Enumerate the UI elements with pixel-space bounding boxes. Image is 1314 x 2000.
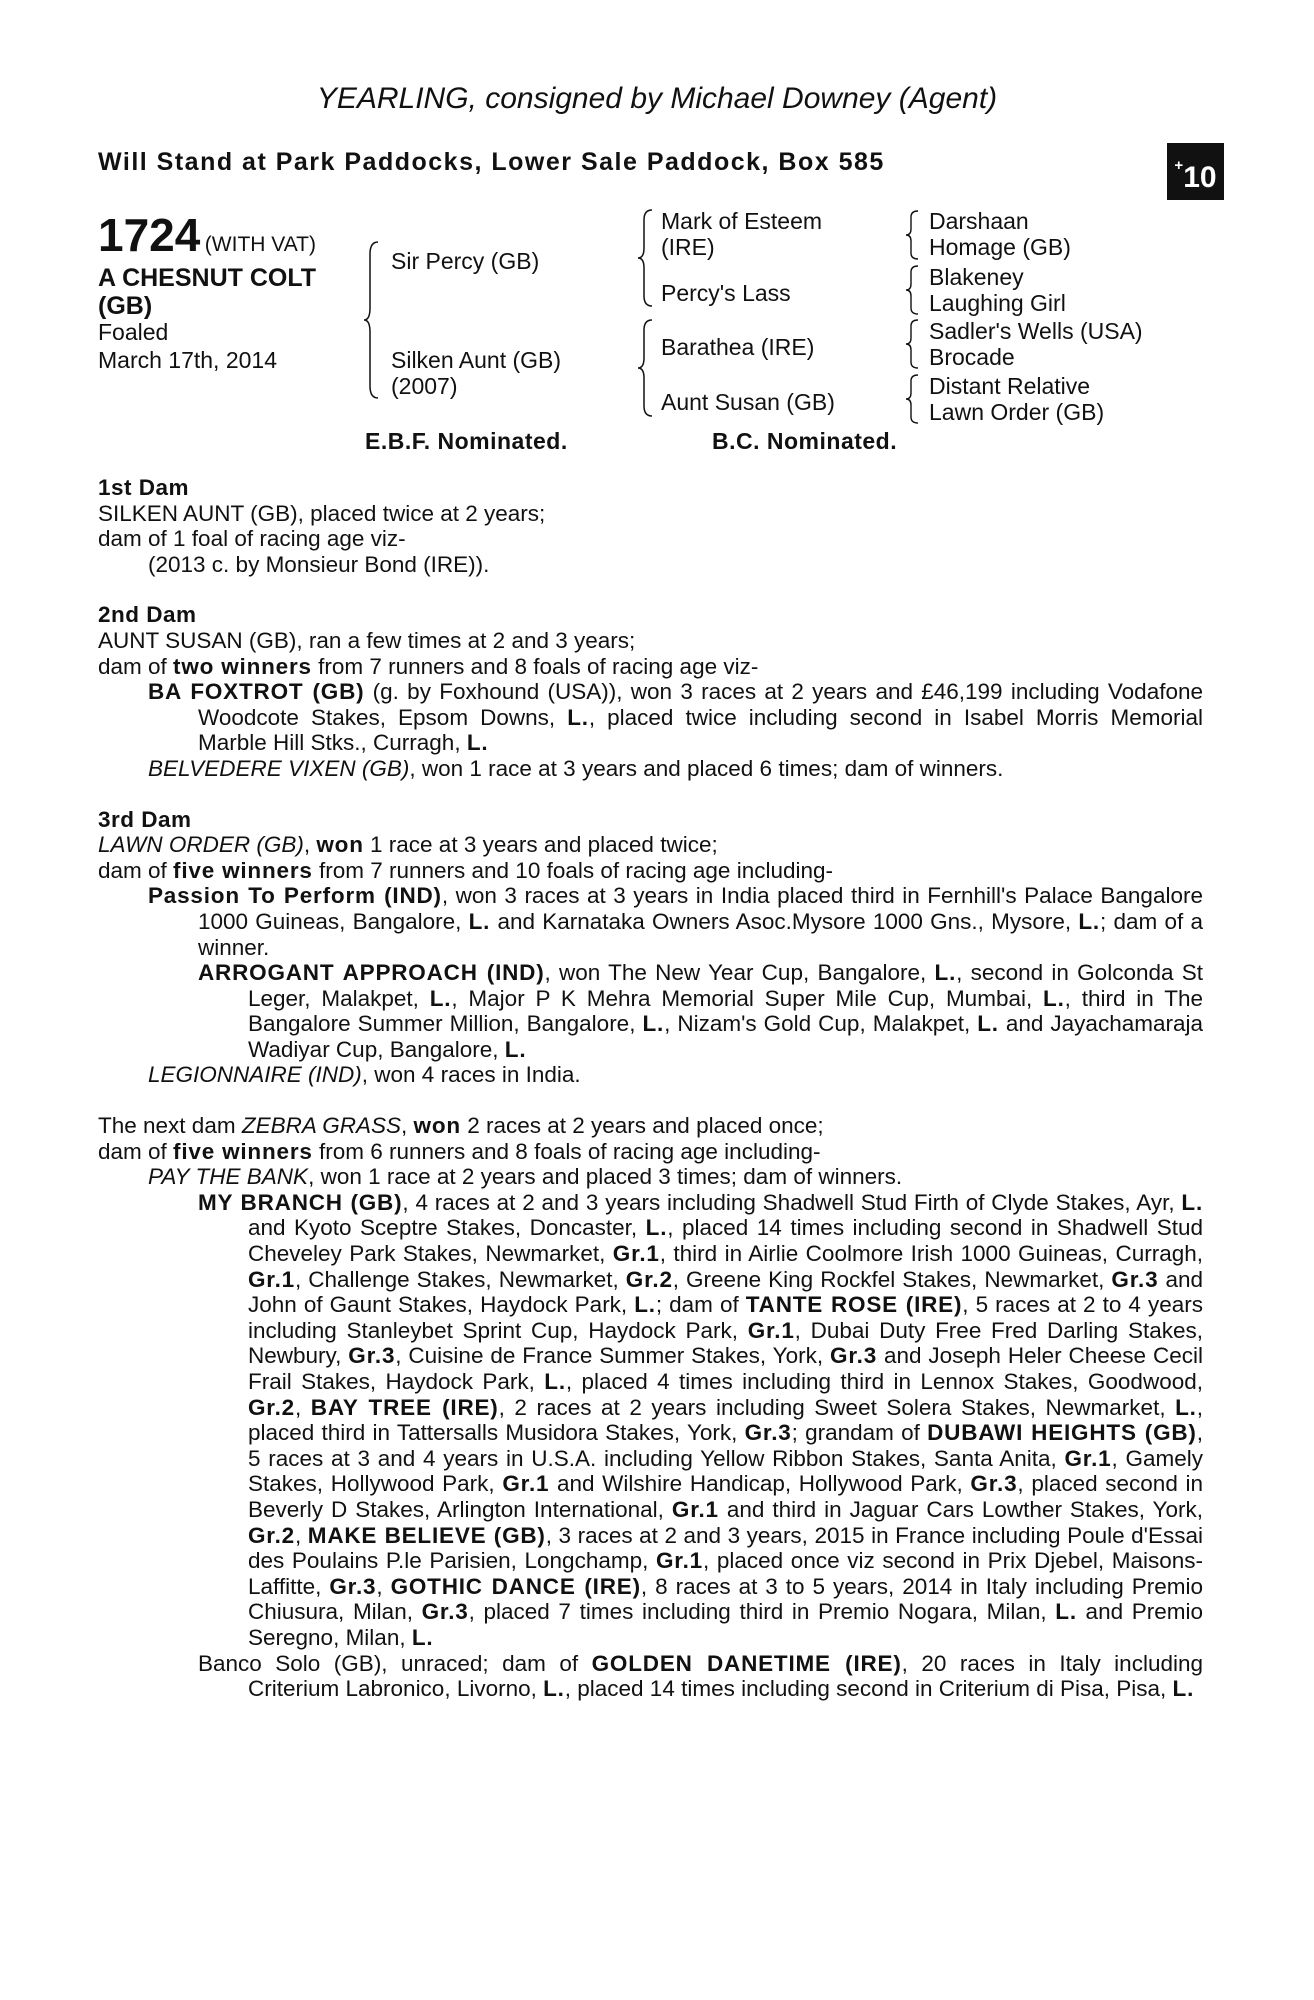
body-text: , Cuisine de France Summer Stakes, York, [395, 1343, 831, 1369]
first-dam-heading: 1st Dam [98, 475, 190, 500]
sire-sire-country: (IRE) [661, 234, 715, 260]
second-dam-line: AUNT SUSAN (GB), ran a few times at 2 and 3 years; [98, 627, 636, 653]
body-text: , placed 14 times including second in Shadwell Stud Cheveley Park Stakes, Newmarket, [248, 1215, 1203, 1267]
foaled-info [98, 318, 277, 374]
catalogue-body [98, 475, 1203, 1727]
brace-gg-4 [904, 373, 920, 425]
body-text: , Dubai Duty Free Fred Darling Stakes, Newbury, [248, 1317, 1203, 1369]
bc-nomination: B.C. Nominated. [712, 428, 898, 454]
highlight-text: L. [1181, 1189, 1204, 1215]
body-text: , 5 races at 2 to 4 years including Stanleybet Sprint Cup, Haydock Park, [248, 1292, 1203, 1343]
brace-gg-3 [904, 318, 920, 370]
highlight-text: L. [1172, 1676, 1195, 1702]
highlight-text: Gr.1 [656, 1548, 703, 1574]
ba-foxtrot-entry: BA FOXTROT (GB) (g. by Foxhound (USA)), won 3 races at 2 years and £46,199 including Vodafone Woodcote Stakes, Epsom Downs, L., placed twice including second in Isabel Morris Memorial Marble Hill Stks., Curragh, L. [148, 679, 1203, 756]
body-text: and third in Jaguar Cars Lowther Stakes, York, [718, 1496, 1203, 1522]
body-text: Banco Solo (GB), unraced; dam of [198, 1650, 592, 1676]
highlight-text: Gr.1 [248, 1266, 295, 1292]
next-dam-line: The next dam ZEBRA GRASS, won 2 races at 2 years and placed once; [98, 1113, 824, 1139]
pedigree-brace-sire [636, 208, 656, 308]
legionnaire-entry: LEGIONNAIRE (IND), won 4 races in India. [148, 1062, 581, 1088]
next-dam-produce-line: dam of five winners from 6 runners and 8 foals of racing age including- [98, 1138, 821, 1164]
third-dam-section [98, 807, 1203, 1089]
body-text: , 20 races in Italy including Criterium Labronico, Livorno, [248, 1650, 1203, 1702]
body-text: , 4 races at 2 and 3 years including Shadwell Stud Firth of Clyde Stakes, Ayr, [402, 1189, 1182, 1215]
ebf-nomination: E.B.F. Nominated. [365, 428, 568, 454]
brace-gg-2 [904, 264, 920, 316]
third-dam-heading: 3rd Dam [98, 806, 192, 832]
lot-number-line [98, 208, 316, 262]
highlight-text: Gr.1 [612, 1241, 660, 1267]
brace-gg-1 [904, 209, 920, 261]
third-dam-line: LAWN ORDER (GB), won 1 race at 3 years and placed twice; [98, 832, 718, 858]
body-text: , 8 races at 3 to 5 years, 2014 in Italy including Premio Chiusura, Milan, [248, 1573, 1203, 1625]
body-text: , placed second in Beverly D Stakes, Arlington International, [248, 1471, 1203, 1522]
banco-solo-entry [98, 1651, 1203, 1702]
highlight-text: Gr.3 [329, 1573, 377, 1599]
catalogue-badge [1167, 143, 1224, 200]
my-branch-entry [98, 1190, 1203, 1651]
consignment-line: YEARLING, consigned by Michael Downey (Agent) [316, 82, 998, 115]
pay-the-bank-entry: PAY THE BANK, won 1 race at 2 years and placed 3 times; dam of winners. [148, 1164, 903, 1190]
body-text: , Greene King Rockfel Stakes, Newmarket, [672, 1266, 1112, 1292]
highlight-text: L. [645, 1215, 668, 1241]
lot-description: A CHESNUT COLT (GB) [98, 264, 317, 320]
highlight-text: Gr.1 [1064, 1445, 1112, 1471]
body-text: and Kyoto Sceptre Stakes, Doncaster, [248, 1215, 646, 1241]
gg-distant-relative: Distant Relative [929, 373, 1091, 399]
third-dam-produce-line: dam of five winners from 7 runners and 10 foals of racing age including- [98, 857, 834, 883]
highlight-text: L. [544, 1369, 566, 1394]
gg-blakeney: Blakeney [929, 264, 1024, 290]
body-text: , [376, 1573, 391, 1599]
highlight-text: MY BRANCH (GB) [198, 1189, 403, 1215]
second-dam-heading: 2nd Dam [98, 602, 197, 628]
highlight-text: MAKE BELIEVE (GB) [307, 1522, 546, 1548]
highlight-text: Gr.2 [248, 1522, 295, 1548]
badge-value: 10 [1183, 161, 1217, 194]
body-text: , third in Airlie Coolmore Irish 1000 Guineas, Curragh, [659, 1241, 1203, 1267]
highlight-text: GOTHIC DANCE (IRE) [390, 1573, 641, 1599]
dam-name: Silken Aunt (GB) [391, 347, 562, 373]
highlight-text: BAY TREE (IRE) [310, 1394, 499, 1420]
lot-number: 1724 [98, 209, 201, 261]
second-dam-section [98, 602, 1203, 781]
body-text: and John of Gaunt Stakes, Haydock Park, [248, 1266, 1203, 1318]
body-text: , 3 races at 2 and 3 years, 2015 in France including Poule d'Essai des Poulains P.le Parisien, Longchamp, [248, 1522, 1203, 1574]
first-dam-produce-line: dam of 1 foal of racing age viz- [98, 526, 406, 552]
body-text: , Challenge Stakes, Newmarket, [294, 1266, 626, 1292]
vat-label: (WITH VAT) [204, 233, 316, 256]
gg-laughing-girl: Laughing Girl [929, 290, 1066, 316]
highlight-text: Gr.3 [1111, 1266, 1159, 1292]
body-text: , placed 4 times including third in Lennox Stakes, Goodwood, [565, 1369, 1203, 1394]
highlight-text: Gr.3 [348, 1343, 396, 1369]
gg-sadlers-wells: Sadler's Wells (USA) [929, 318, 1143, 344]
gg-lawn-order: Lawn Order (GB) [929, 399, 1105, 425]
stand-location: Will Stand at Park Paddocks, Lower Sale Paddock, Box 585 [98, 148, 885, 176]
arrogant-approach-entry: ARROGANT APPROACH (IND), won The New Year Cup, Bangalore, L., second in Golconda St Leger, Malakpet, L., Major P K Mehra Memorial Super Mile Cup, Mumbai, L., third in The Bangalore Summer Million, Bangalore, L., Nizam's Gold Cup, Malakpet, L. and Jayachamaraja Wadiyar Cup, Bangalore, L. [198, 960, 1204, 1062]
body-text: ; grandam of [791, 1420, 928, 1446]
highlight-text: DUBAWI HEIGHTS (GB) [927, 1420, 1197, 1446]
pedigree-brace-dam [636, 318, 656, 418]
first-dam-section [98, 475, 1203, 577]
body-text: ; dam of [655, 1292, 746, 1318]
body-text: and Wilshire Handicap, Hollywood Park, [549, 1471, 971, 1497]
body-text: , placed 7 times including third in Premio Nogara, Milan, [468, 1599, 1056, 1625]
body-text: and Joseph Heler Cheese Cecil Frail Stakes, Haydock Park, [248, 1343, 1203, 1394]
highlight-text: Gr.3 [830, 1343, 878, 1369]
highlight-text: TANTE ROSE (IRE) [745, 1292, 963, 1318]
badge-plus: + [1174, 157, 1184, 174]
second-dam-produce-line: dam of two winners from 7 runners and 8 foals of racing age viz- [98, 653, 759, 679]
body-text: , placed 14 times including second in Criterium di Pisa, Pisa, [564, 1676, 1173, 1702]
pedigree-brace-main [362, 240, 382, 400]
next-dam-section [98, 1113, 1203, 1702]
highlight-text: Gr.1 [747, 1317, 795, 1343]
body-text: , placed third in Tattersalls Musidora Stakes, York, [248, 1394, 1203, 1446]
highlight-text: Gr.2 [625, 1266, 673, 1292]
belvedere-vixen-entry: BELVEDERE VIXEN (GB), won 1 race at 3 years and placed 6 times; dam of winners. [148, 755, 1004, 781]
body-text: , [294, 1394, 311, 1420]
highlight-text: Gr.3 [744, 1420, 792, 1446]
highlight-text: Gr.3 [421, 1599, 469, 1625]
highlight-text: GOLDEN DANETIME (IRE) [591, 1650, 902, 1676]
gg-darshaan: Darshaan [929, 208, 1029, 234]
body-text: , placed once viz second in Prix Djebel, Maisons-Laffitte, [248, 1548, 1204, 1599]
sire-sire-name: Mark of Esteem [661, 208, 823, 234]
dam-sire-name: Barathea (IRE) [661, 334, 815, 360]
foaled-label: Foaled [98, 319, 169, 345]
highlight-text: Gr.1 [502, 1471, 550, 1497]
highlight-text: Gr.1 [671, 1496, 719, 1522]
highlight-text: L. [1055, 1599, 1077, 1625]
highlight-text: L. [543, 1676, 565, 1702]
dam-year: (2007) [391, 373, 458, 399]
highlight-text: Gr.3 [970, 1471, 1018, 1497]
gg-homage: Homage (GB) [929, 234, 1071, 260]
highlight-text: L. [411, 1624, 434, 1650]
first-dam-line: SILKEN AUNT (GB), placed twice at 2 years; [98, 500, 546, 526]
first-dam-foal: (2013 c. by Monsieur Bond (IRE)). [148, 551, 490, 577]
body-text: , [294, 1522, 308, 1548]
sire-name: Sir Percy (GB) [391, 248, 540, 274]
sire-dam-name: Percy's Lass [661, 280, 791, 306]
body-text: , 2 races at 2 years including Sweet Solera Stakes, Newmarket, [498, 1394, 1176, 1420]
highlight-text: L. [634, 1292, 656, 1318]
dam-dam-name: Aunt Susan (GB) [661, 389, 835, 415]
body-text: , 5 races at 3 and 4 years in U.S.A. including Yellow Ribbon Stakes, Santa Anita, [248, 1420, 1203, 1471]
body-text: and Premio Seregno, Milan, [248, 1599, 1204, 1650]
highlight-text: Gr.2 [248, 1394, 295, 1420]
highlight-text: L. [1175, 1394, 1197, 1420]
foaled-date: March 17th, 2014 [98, 347, 278, 373]
passion-to-perform-entry: Passion To Perform (IND), won 3 races at 3 years in India placed third in Fernhill's Palace Bangalore 1000 Guineas, Bangalore, L. and Karnataka Owners Asoc.Mysore 1000 Gns., Mysore, L.; dam of a winner. [148, 883, 1203, 960]
body-text: , Gamely Stakes, Hollywood Park, [248, 1445, 1203, 1497]
gg-brocade: Brocade [929, 344, 1015, 370]
